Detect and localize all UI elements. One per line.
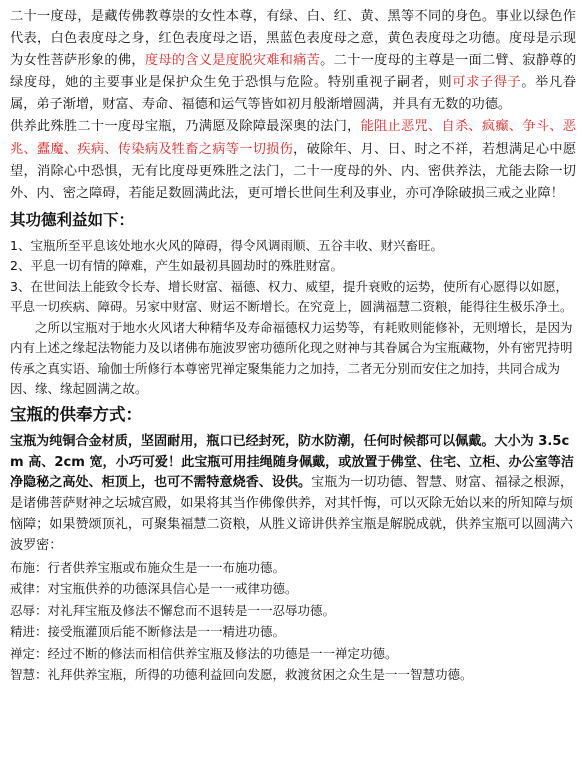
- benefit-item-1: 1、宝瓶所至平息该处地水火风的障碍，得令风调雨顺、五谷丰收、财兴畜旺。: [10, 237, 443, 253]
- worship-paragraph: [10, 432, 576, 557]
- reason-paragraph: 之所以宝瓶对于地水火风诸大种精华及寿命福德权力运势等，有耗败则能修补，无则增长，是因为内有上述之缘起法物能力及以诸佛布施波罗密功德所化现之财神与其眷属合为宝瓶藏物，外有密咒持明传承之真实语、瑜伽士所修行本尊密咒禅定聚集能力之加持，二者无分别而安住之加持，共同合成为因、缘、缘起圆满之故。: [10, 319, 573, 397]
- benefit-item-2: 2、平息一切有情的障难，产生如最初具圆劫时的殊胜财富。: [10, 258, 343, 274]
- worship-heading: 宝瓶的供奉方式：: [10, 404, 142, 424]
- intro-paragraph: [10, 6, 576, 116]
- paramita-item-2: 戒律：对宝瓶供养的功德深具信心是一一戒律功德。: [10, 581, 298, 597]
- intro-text-1: 二十一度母，是藏传佛教尊崇的女性本尊，有绿、白、红、黄、黑等不同的身色。事业以绿色作代表，白色表度母之身，红色表度母之语，黑蓝色表度母之意，黄色表度母之功德。度母是示现为女性菩萨形象的佛，: [10, 9, 576, 69]
- benefits-heading: 其功德利益如下：: [10, 210, 135, 229]
- paramita-item-5: 禅定：经过不断的修法而相信供养宝瓶及修法的功德是一一禅定功德。: [10, 645, 398, 661]
- benefit-item-3: 3、在世间法上能致令长寿、增长财富、福德、权力、威望，提升衰败的运势，使所有心愿得以如愿，平息一切疾病、障碍。另家中财富、财运不断增长。在究竟上，圆满福慧二资粮，能得往生极乐净土。: [10, 278, 573, 315]
- intro-highlight-1: 度母的含义是度脱灾难和痛苦: [144, 53, 321, 69]
- paramita-item-3: 忍辱：对礼拜宝瓶及修法不懈怠而不退转是一一忍辱功德。: [10, 602, 336, 618]
- paramita-item-6: 智慧：礼拜供养宝瓶，所得的功德利益回向发愿，救渡贫困之众生是一一智慧功德。: [10, 667, 473, 683]
- intro-text-3: 。举凡眷属，弟子渐增，财富、寿命、福德和运气等皆如初月般渐增圆满，并具有无数的功德。: [10, 75, 577, 113]
- paramita-item-4: 精进：接受瓶灌顶后能不断修法是一一精进功德。: [10, 624, 286, 640]
- intro-highlight-2: 可求子得子: [452, 75, 522, 91]
- paramita-item-1: 布施：行者供养宝瓶或布施众生是一一布施功德。: [10, 559, 286, 575]
- offering-text-2: ，破除年、月、日、时之不祥，若想满足心中愿望，消除心中恐惧，无有比度母更殊胜之法门，二十一度母的外、内、密供养法，尤能去除一切外、内、密之障碍，若能足数圆满此法，更可增长世间生利及事业，亦可净除破损三戒之业障！: [10, 141, 577, 201]
- worship-bold-text: 宝瓶为纯铜合金材质，坚固耐用，瓶口已经封死，防水防潮，任何时候都可以佩戴。大小为 3.5cm 高、2cm 宽，小巧可爱！此宝瓶可用挂绳随身佩戴，或放置于佛堂、住宅、立柜、办公室等洁净隐秘之高处、柜顶上，也可不需特意烧香、设供。: [10, 433, 574, 491]
- offering-paragraph: [10, 116, 576, 204]
- intro-text-2: 。二十一度母的主尊是一面二臂、寂静尊的绿度母，她的主要事业是保护众生免于恐惧与危险。特别重视子嗣者，则: [10, 53, 577, 91]
- offering-text-1: 供养此殊胜二十一度母宝瓶，乃满愿及除障最深奥的法门，: [10, 119, 361, 135]
- offering-highlight: 能阻止恶咒、自杀、疯癫、争斗、恶兆、蠹魔、疾病、传染病及牲畜之病等一切损伤: [10, 119, 576, 157]
- worship-text: 宝瓶为一切功德、智慧、财富、福禄之根源，是诸佛菩萨财神之坛城宫殿，如果将其当作佛像供养，对其忏悔，可以灭除无始以来的所知障与烦恼障；如果赞颂顶礼，可聚集福慧二资粮，从胜义谛讲供养宝瓶是解脱成就，供养宝瓶可以圆满六波罗密：: [10, 475, 574, 553]
